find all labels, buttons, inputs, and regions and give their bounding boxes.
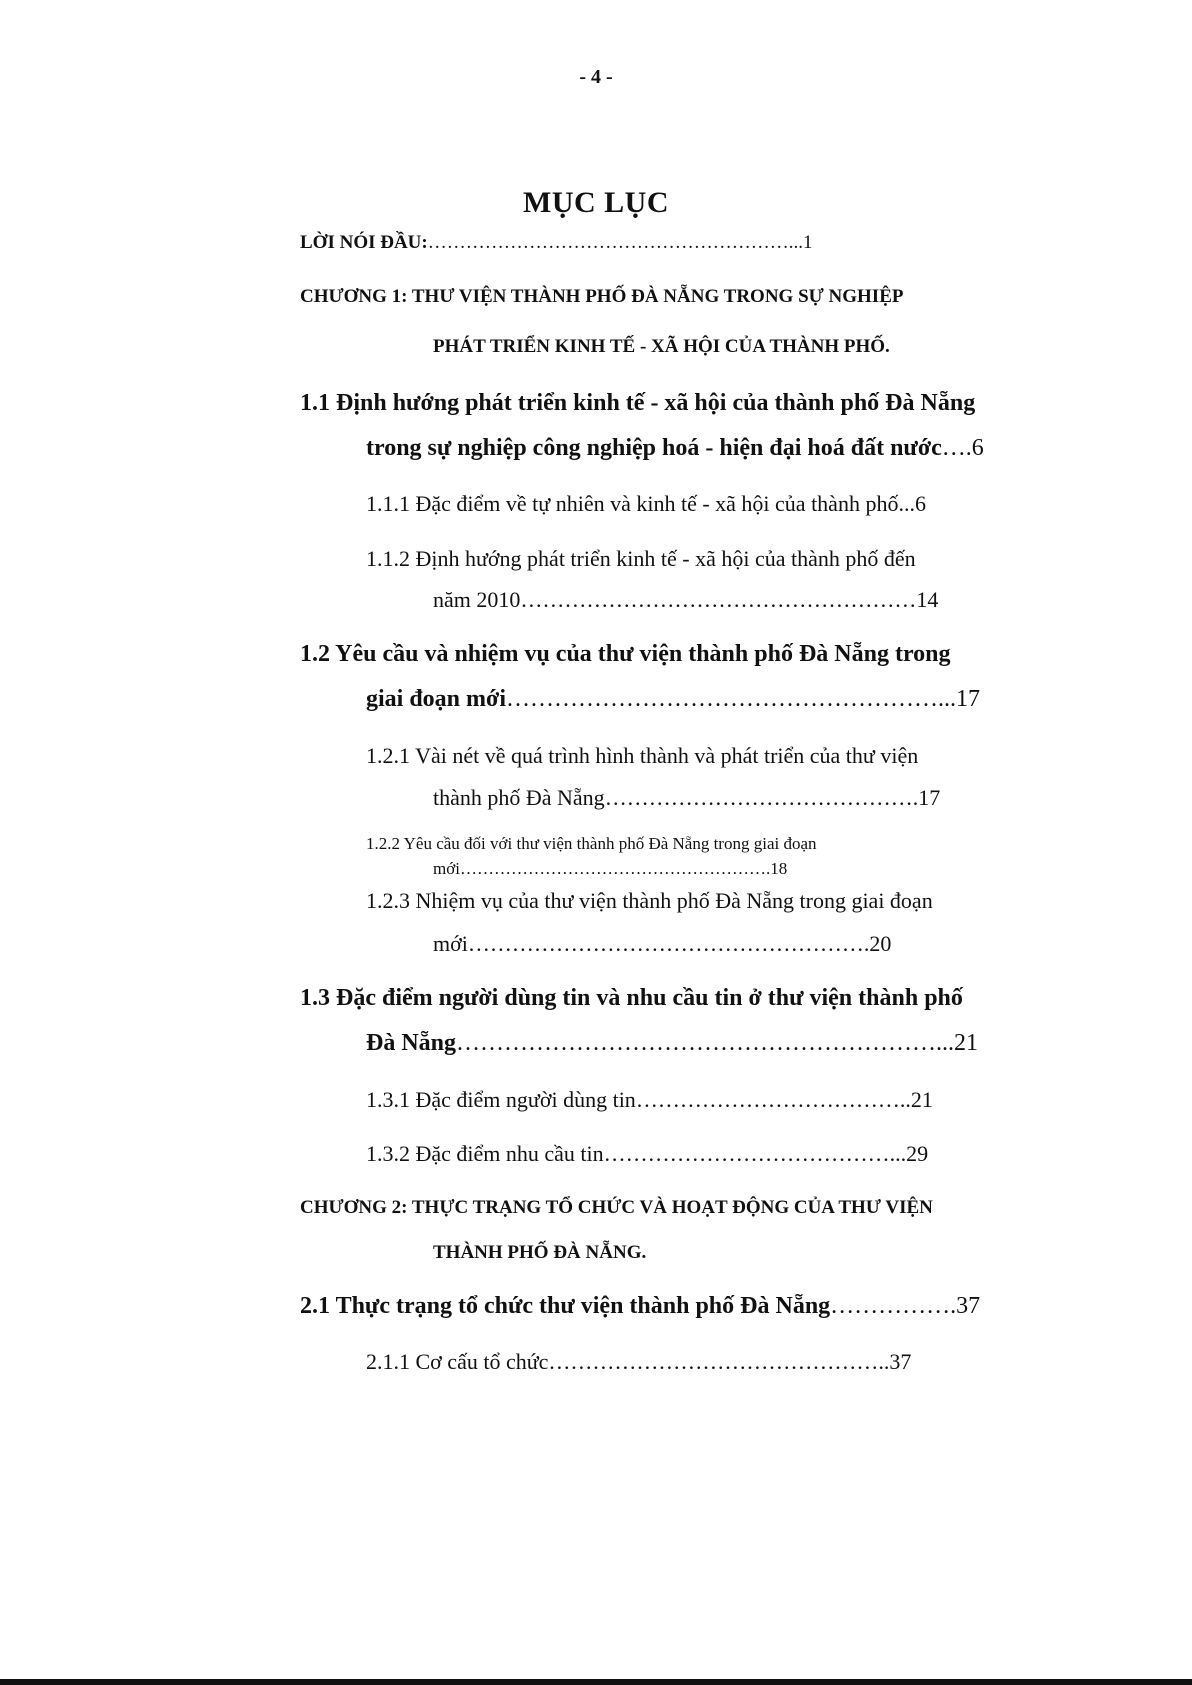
toc-entry-label: 1.3.1 Đặc điểm người dùng tin — [366, 1087, 636, 1112]
toc-entry-label: năm 2010 — [433, 587, 521, 612]
toc-page: 6 — [914, 491, 926, 516]
toc-page: 6 — [971, 435, 984, 461]
toc-page: 37 — [889, 1349, 912, 1374]
section-1-1-line-1: 1.1 Định hướng phát triển kinh tế - xã hội của thành phố Đà Nẵng — [300, 390, 976, 416]
toc-page: 1 — [802, 232, 813, 253]
toc-entry-label: thành phố Đà Nẵng — [433, 785, 605, 810]
section-1-1-line-2 — [366, 435, 984, 462]
toc-entry-label: mới — [433, 931, 468, 956]
toc-entry-label: 2.1 Thực trạng tổ chức thư viện thành phố Đà Nẵng — [300, 1293, 831, 1319]
toc-entry-label: 1.3.2 Đặc điểm nhu cầu tin — [366, 1141, 604, 1166]
toc-dots: …. — [941, 435, 972, 461]
section-2-1-1 — [366, 1349, 911, 1375]
section-1-2-line-2 — [366, 686, 980, 713]
section-1-2-2-line-2 — [433, 859, 787, 879]
toc-entry-label: LỜI NÓI ĐẦU: — [300, 232, 428, 253]
toc-dots: ……………………………………. — [604, 785, 919, 810]
section-1-2-3-line-2 — [433, 931, 891, 957]
section-1-2-3-line-1: 1.2.3 Nhiệm vụ của thư viện thành phố Đà Nẵng trong giai đoạn — [366, 888, 933, 913]
page-number: - 4 - — [579, 66, 613, 88]
toc-entry-label: mới — [433, 859, 460, 878]
section-1-2-line-1: 1.2 Yêu cầu và nhiệm vụ của thư viện thành phố Đà Nẵng trong — [300, 641, 951, 667]
page-bottom-border — [0, 1679, 1192, 1685]
toc-dots: ……………………………….. — [635, 1087, 911, 1112]
toc-page: 18 — [770, 859, 788, 878]
toc-page: 37 — [956, 1293, 981, 1319]
toc-page: 14 — [916, 587, 939, 612]
section-1-3-line-1: 1.3 Đặc điểm người dùng tin và nhu cầu tin ở thư viện thành phố — [300, 985, 963, 1011]
section-1-3-1 — [366, 1087, 933, 1113]
toc-dots: ……………………………………………………... — [456, 1030, 955, 1056]
section-1-1-2-line-2 — [433, 587, 938, 613]
section-1-2-1-line-1: 1.2.1 Vài nét về quá trình hình thành và phát triển của thư viện — [366, 743, 919, 768]
toc-dots: ……………………………………………… — [520, 587, 917, 612]
section-1-1-1 — [366, 491, 926, 517]
section-1-2-2-line-1: 1.2.2 Yêu cầu đối với thư viện thành phố Đà Nẵng trong giai đoạn — [366, 834, 817, 853]
section-2-1 — [300, 1293, 980, 1320]
toc-dots: ……………. — [830, 1293, 957, 1319]
toc-page: 17 — [918, 785, 941, 810]
chapter-1-heading-line-2: PHÁT TRIỂN KINH TẾ - XÃ HỘI CỦA THÀNH PHỐ. — [433, 336, 890, 357]
toc-dots: ………………………………………………. — [467, 931, 870, 956]
chapter-2-heading-line-2: THÀNH PHỐ ĐÀ NẴNG. — [433, 1242, 647, 1263]
toc-page: 21 — [954, 1030, 979, 1056]
toc-entry-label: 2.1.1 Cơ cấu tổ chức — [366, 1349, 549, 1374]
toc-dots: …………………………………………………... — [427, 232, 803, 253]
toc-dots: ... — [898, 491, 915, 516]
section-1-1-2-line-1: 1.1.2 Định hướng phát triển kinh tế - xã hội của thành phố đến — [366, 546, 916, 571]
chapter-1-heading-line-1: CHƯƠNG 1: THƯ VIỆN THÀNH PHỐ ĐÀ NẴNG TRONG SỰ NGHIỆP — [300, 286, 904, 307]
toc-dots: ……………………………………….. — [548, 1349, 890, 1374]
toc-dots: …………………………………... — [603, 1141, 907, 1166]
toc-entry-label: trong sự nghiệp công nghiệp hoá - hiện đại hoá đất nước — [366, 435, 942, 461]
toc-title: MỤC LỤC — [523, 186, 669, 219]
section-1-3-line-2 — [366, 1030, 978, 1057]
section-1-3-2 — [366, 1141, 928, 1167]
toc-dots: ………………………………………………. — [459, 859, 771, 878]
toc-entry-label: giai đoạn mới — [366, 686, 506, 712]
toc-page: 17 — [955, 686, 980, 712]
chapter-2-heading-line-1: CHƯƠNG 2: THỰC TRẠNG TỔ CHỨC VÀ HOẠT ĐỘNG CỦA THƯ VIỆN — [300, 1197, 933, 1218]
section-1-2-1-line-2 — [433, 785, 940, 811]
toc-page: 21 — [910, 1087, 933, 1112]
toc-page: 29 — [906, 1141, 929, 1166]
toc-entry-label: Đà Nẵng — [366, 1030, 457, 1056]
toc-dots: ………………………………………………... — [505, 686, 956, 712]
toc-entry-preface — [300, 232, 812, 254]
toc-page: 20 — [869, 931, 892, 956]
toc-entry-label: 1.1.1 Đặc điểm về tự nhiên và kinh tế - xã hội của thành phố — [366, 491, 899, 516]
